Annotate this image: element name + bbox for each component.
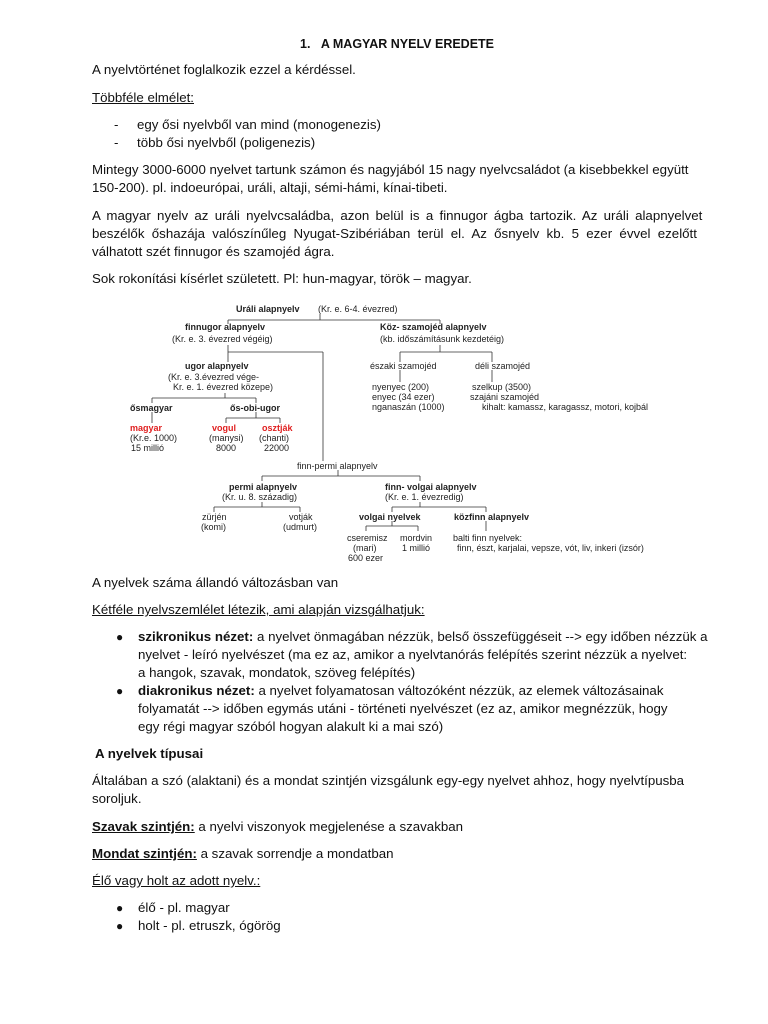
node-cseremisz: 600 ezer bbox=[348, 553, 384, 563]
node-permi: permi alapnyelv bbox=[229, 482, 298, 492]
node-osobi: ős-obi-ugor bbox=[230, 403, 280, 413]
paragraph-line: Általában a szó (alaktani) és a mondat szintjén vizsgálunk egy-egy nyelvet ahhoz, hogy nyelvtípusba bbox=[92, 773, 685, 788]
node-deli-extinct: kihalt: kamassz, karagassz, motori, kojbál bbox=[482, 402, 649, 412]
bullet-icon: ● bbox=[116, 630, 124, 644]
node-finnvolgai: finn- volgai alapnyelv bbox=[385, 482, 477, 492]
node-mordvin: mordvin bbox=[400, 533, 433, 543]
sync-line: nyelvet - leíró nyelvészet (ma ez az, amikor a nyelvtanórás felépítés szerint nézzük a nyelvet: bbox=[138, 647, 688, 662]
node-szamojed-date: (kb. időszámításunk kezdetéig) bbox=[380, 334, 505, 344]
living-item: élő - pl. magyar bbox=[138, 900, 230, 915]
dash-marker: - bbox=[114, 135, 119, 150]
diac-text: a nyelvet folyamatosan változóként nézzük, az elemek változásainak bbox=[254, 683, 664, 698]
node-szamojed: Köz- szamojéd alapnyelv bbox=[380, 322, 487, 332]
words-text: a nyelvi viszonyok megjelenése a szavakban bbox=[194, 819, 464, 834]
node-cseremisz: (mari) bbox=[353, 543, 377, 553]
node-zurjen: (komi) bbox=[201, 522, 226, 532]
node-ugor-date: (Kr. e. 3.évezred vége- bbox=[168, 372, 260, 382]
node-ugor-date: Kr. e. 1. évezred közepe) bbox=[173, 382, 274, 392]
sync-text: a nyelvet önmagában nézzük, belső összefüggéseit --> egy időben nézzük a bbox=[253, 629, 708, 644]
paragraph-line: Mintegy 3000-6000 nyelvet tartunk számon és nagyjából 15 nagy nyelvcsaládot (a kisebbekkel együtt bbox=[92, 162, 689, 177]
sentence-term: Mondat szintjén: bbox=[92, 846, 197, 861]
node-magyar-info: 15 millió bbox=[131, 443, 165, 453]
node-balti: finn, észt, karjalai, vepsze, vót, liv, inkeri (izsór) bbox=[457, 543, 644, 553]
theories-heading: Többféle elmélet: bbox=[92, 90, 194, 105]
node-zurjen: zürjén bbox=[202, 512, 227, 522]
paragraph-line: 150-200). pl. indoeurópai, uráli, altaji, sémi-hámi, kínai-tibeti. bbox=[92, 180, 448, 195]
intro-text: A nyelvtörténet foglalkozik ezzel a kérdéssel. bbox=[92, 62, 356, 77]
node-ugor: ugor alapnyelv bbox=[185, 361, 249, 371]
node-votjak: votják bbox=[289, 512, 313, 522]
node-osztjak: osztják bbox=[262, 423, 293, 433]
node-cseremisz: cseremisz bbox=[347, 533, 388, 543]
sync-line bbox=[138, 628, 708, 646]
diac-line: egy régi magyar szóból hogyan alakult ki a mai szó) bbox=[138, 719, 444, 734]
node-finnugor-date: (Kr. e. 3. évezred végéig) bbox=[172, 334, 273, 344]
node-osmagyar: ősmagyar bbox=[130, 403, 173, 413]
node-eszaki: északi szamojéd bbox=[370, 361, 437, 371]
node-volgai: volgai nyelvek bbox=[359, 512, 421, 522]
paragraph-text: A nyelvek száma állandó változásban van bbox=[92, 575, 339, 590]
sentence-line bbox=[92, 845, 394, 863]
node-eszaki-lang: enyec (34 ezer) bbox=[372, 392, 435, 402]
diac-term: diakronikus nézet: bbox=[138, 683, 255, 698]
node-vogul-info: (manysi) bbox=[209, 433, 244, 443]
node-balti: balti finn nyelvek: bbox=[453, 533, 523, 543]
bullet-icon: ● bbox=[116, 684, 124, 698]
paragraph-text: Sok rokonítási kísérlet született. Pl: hun-magyar, török – magyar. bbox=[92, 271, 472, 286]
diac-line: folyamatát --> időben egymás utáni - történeti nyelvészet (ez az, amikor megnézzük, hogy bbox=[138, 701, 668, 716]
node-deli-lang: szelkup (3500) bbox=[472, 382, 532, 392]
node-mordvin: 1 millió bbox=[402, 543, 431, 553]
node-kozfinn: közfinn alapnyelv bbox=[454, 512, 530, 522]
types-heading: A nyelvek típusai bbox=[95, 746, 204, 761]
node-vogul-info: 8000 bbox=[216, 443, 237, 453]
node-osztjak-info: 22000 bbox=[264, 443, 290, 453]
paragraph-line: A magyar nyelv az uráli nyelvcsaládba, azon belül is a finnugor ágba tartozik. Az uráli alapnyelvet bbox=[92, 208, 703, 223]
theory-item: egy ősi nyelvből van mind (monogenezis) bbox=[137, 117, 381, 132]
sync-line: a hangok, szavak, mondatok, szöveg felépítés) bbox=[138, 665, 416, 680]
node-finnvolgai-date: (Kr. e. 1. évezredig) bbox=[385, 492, 464, 502]
paragraph-line: soroljuk. bbox=[92, 791, 142, 806]
living-heading: Élő vagy holt az adott nyelv.: bbox=[92, 873, 261, 888]
words-term: Szavak szintjén: bbox=[92, 819, 195, 834]
dash-marker: - bbox=[114, 117, 119, 132]
node-magyar: magyar bbox=[130, 423, 163, 433]
node-osztjak-info: (chanti) bbox=[259, 433, 290, 443]
node-permi-date: (Kr. u. 8. századig) bbox=[222, 492, 298, 502]
bullet-icon: ● bbox=[116, 901, 124, 915]
views-heading: Kétféle nyelvszemlélet létezik, ami alapján vizsgálhatjuk: bbox=[92, 602, 425, 617]
bullet-icon: ● bbox=[116, 919, 124, 933]
theory-item: több ősi nyelvből (poligenezis) bbox=[137, 135, 316, 150]
words-line bbox=[92, 818, 463, 836]
sync-term: szikronikus nézet: bbox=[138, 629, 254, 644]
diac-line bbox=[138, 682, 663, 700]
page-title: 1. A MAGYAR NYELV EREDETE bbox=[300, 37, 495, 51]
node-eszaki-lang: nyenyec (200) bbox=[372, 382, 430, 392]
node-vogul: vogul bbox=[212, 423, 236, 433]
node-finnpermi: finn-permi alapnyelv bbox=[297, 461, 378, 471]
node-magyar-info: (Kr.e. 1000) bbox=[130, 433, 178, 443]
living-item: holt - pl. etruszk, ógörög bbox=[138, 918, 281, 933]
node-urali-date: (Kr. e. 6-4. évezred) bbox=[318, 304, 398, 314]
paragraph-line: beszélők őshazája valószínűleg Nyugat-Szibériában terül el. Az ősnyelv kb. 5 ezer évvel ezelőtt bbox=[92, 226, 697, 241]
paragraph-line: válhatott szét finnugor és szamojéd ágra. bbox=[92, 244, 335, 259]
node-deli-lang: szajáni szamojéd bbox=[470, 392, 540, 402]
node-finnugor: finnugor alapnyelv bbox=[185, 322, 266, 332]
node-votjak: (udmurt) bbox=[283, 522, 318, 532]
node-deli: déli szamojéd bbox=[475, 361, 531, 371]
node-urali: Uráli alapnyelv bbox=[236, 304, 300, 314]
node-eszaki-lang: nganaszán (1000) bbox=[372, 402, 445, 412]
sentence-text: a szavak sorrendje a mondatban bbox=[196, 846, 394, 861]
